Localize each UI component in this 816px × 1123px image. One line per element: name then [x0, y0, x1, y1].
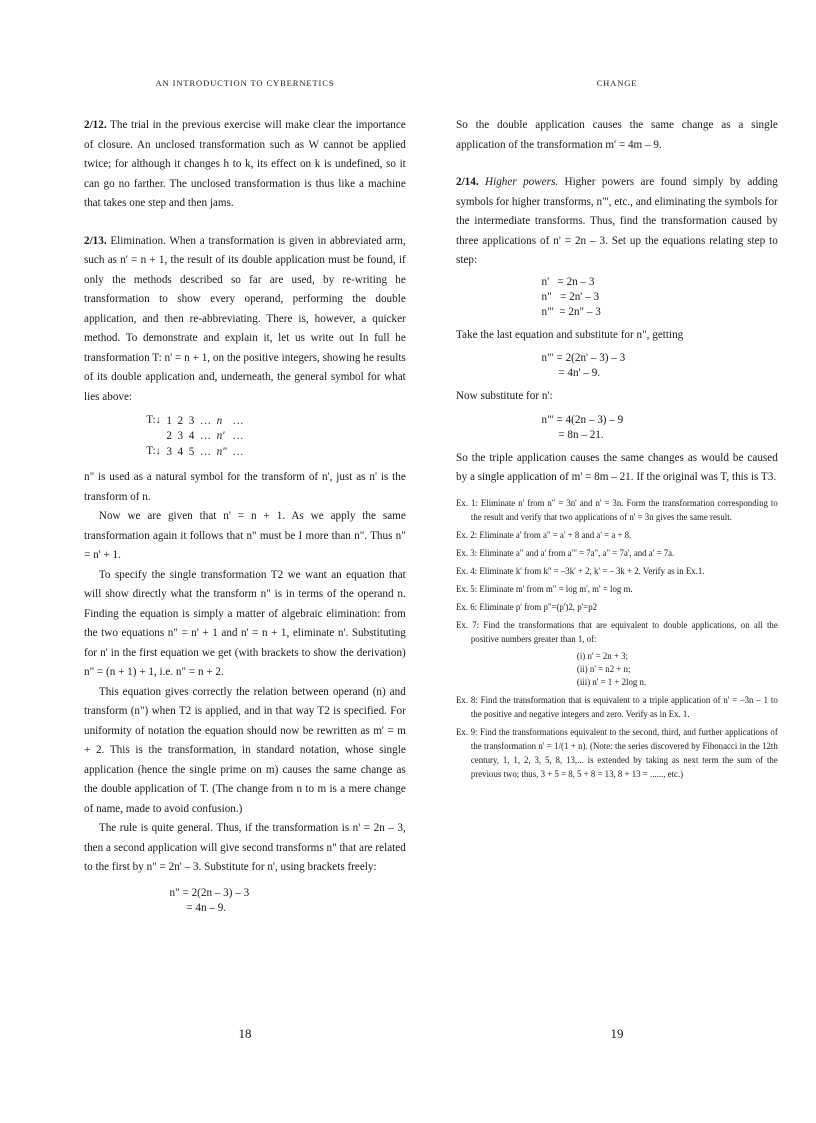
table-cell: …: [199, 428, 212, 442]
equation-line: = 4n' – 9.: [558, 365, 601, 379]
table-cell: …: [232, 428, 244, 442]
exercise-6: Ex. 6: Eliminate p' from p"=(p')2, p'=p2: [456, 602, 598, 613]
down-arrow-icon: ↓: [155, 445, 161, 457]
left-body: [84, 115, 406, 921]
t-label-1: T:↓: [146, 412, 161, 426]
paragraph-triple: So the triple application causes the same changes as would be caused by a single application of m' = 8m – 21. If the original was T, this is T3.: [456, 449, 778, 483]
transform-table: [144, 412, 247, 459]
section-2-13: [84, 231, 406, 407]
table-cell: n': [216, 428, 225, 442]
equation-line: n" = 2(2n – 3) – 3: [169, 884, 250, 899]
paragraph-double-application: So the double application causes the same change as a single application of the transformation m' = 4m – 9.: [456, 117, 778, 151]
paragraph-rule: The rule is quite general. Thus, if the transformation is n' = 2n – 3, then a second application will give second transforms n" that are related to the first by n" = 2n' – 3. Substitute for n', using brackets freely:: [84, 820, 406, 873]
exercise-4: Ex. 4: Eliminate k' from k" = –3k' + 2, k' = – 3k + 2. Verify as in Ex.1.: [456, 566, 705, 577]
exercise-1: Ex. 1: Eliminate n' from n" = 3n' and n' = 3n. Form the transformation corresponding to the result and verify that two applications of n' = 3n gives the same result.: [456, 498, 778, 523]
table-cell: 1: [166, 412, 172, 427]
equation-line: = 8n – 21.: [558, 426, 604, 441]
right-body: [456, 115, 778, 782]
equation-line: n' = 2n – 3: [541, 273, 595, 288]
section-2-14-label: 2/14.: [456, 174, 479, 188]
section-2-12-text: The trial in the previous exercise will make clear the importance of closure. An unclosed transformation such as W cannot be applied twice; for although it changes h to k, its effect on k is undefined, so it can go no farther. The unclosed transformation is thus like a machine that takes one step and then jams.: [84, 117, 406, 209]
exercises: [456, 497, 778, 782]
exercise-5: Ex. 5: Eliminate m' from m" = log m', m' = log m.: [456, 584, 633, 595]
table-cell: …: [232, 443, 244, 458]
table-row: [144, 428, 247, 443]
equation-block: [542, 350, 778, 380]
paragraph-specify: To specify the single transformation T2 we want an equation that will show directly what the transform n" is in terms of the operand n. Finding the equation is simply a matter of algebraic elimination: from the two equations n" = n' + 1 and n' = n + 1, eliminate n'. Substituting for n' in the first equation we get (with brackets to show the derivation) n" = (n + 1) + 1, i.e. n" = n + 2.: [84, 566, 406, 678]
exercise-2: Ex. 2: Eliminate a' from a" = a' + 8 and a' = a + 8.: [456, 530, 632, 541]
right-page-number: 19: [610, 1026, 624, 1041]
exercise-9: Ex. 9: Find the transformations equivalent to the second, third, and further applications of the transformation n' = 1/(1 + n). (Note: the series discovered by Fibonacci in the 12th century, 1, 1, 2, 3, 5, 8, 13,... is extended by taking as next term the sum of the previous two; thus, 3 + 5 = 8, 5 + 8 = 13, 8 + 13 = ......, etc.): [456, 727, 778, 780]
t-label-2: T:↓: [146, 443, 161, 457]
section-2-14: [456, 172, 778, 270]
paragraph-take-last: Take the last equation and substitute for n", getting: [456, 326, 684, 341]
left-page-number: 18: [238, 1026, 252, 1041]
section-2-14-title: Higher powers.: [485, 174, 559, 188]
list-item: (ii) n' = n2 + n;: [576, 664, 631, 675]
equation-line: = 4n – 9.: [186, 899, 227, 914]
equation-block: [542, 274, 778, 319]
table-cell: n: [216, 412, 223, 427]
table-cell: 3: [166, 443, 172, 458]
equation-line: n" = 2n' – 3: [541, 288, 600, 303]
table-row: [144, 412, 247, 428]
exercise-7: Ex. 7: Find the transformations that are equivalent to double applications, on all the positive numbers greater than 1, of:: [456, 620, 778, 645]
equation-line: n"' = 2(2n' – 3) – 3: [541, 350, 626, 364]
table-cell: 4: [188, 428, 195, 442]
right-running-head: CHANGE: [596, 78, 638, 88]
paragraph-given: Now we are given that n' = n + 1. As we apply the same transformation again it follows that n" must be I more than n". Thus n" = n' + 1.: [84, 508, 406, 561]
section-2-14-text: Higher powers are found simply by adding symbols for higher transforms, n"', etc., and eliminating the symbols for the intermediate transforms. Thus, find the transformation caused by three applications of n' = 2n – 3. Set up the equations relating step to step:: [456, 174, 778, 266]
equation-line: n"' = 4(2n – 3) – 9: [541, 411, 624, 426]
paragraph-now-substitute: Now substitute for n':: [456, 388, 553, 402]
table-cell: 2: [166, 428, 172, 442]
exercise-8: Ex. 8: Find the transformation that is equivalent to a triple application of n' = –3n – 1 to the positive and negative integers and zero. Verify as in Ex. 1.: [456, 695, 778, 720]
equation-line: n"' = 2n" – 3: [541, 303, 601, 318]
section-2-12: [84, 115, 406, 213]
paragraph-n-double-prime: n" is used as a natural symbol for the transform of n', just as n' is the transform of n.: [84, 469, 406, 503]
section-2-13-text: Elimination. When a transformation is given in abbreviated arm, such as n' = n + 1, the result of its double application must be found, if only the methods described so far are used, by re-writing he transformation to show every operand, performing the double application, and then re-abbreviating. There is, however, a quicker method. To demonstrate and explain it, let us write out In full he transformation T: n' = n + 1, on the positive integers, showing he results of its double application and, underneath, the general symbol for what lies above:: [84, 232, 406, 403]
table-cell: n": [216, 443, 227, 458]
equation-block: [170, 885, 406, 915]
table-cell: 3: [188, 412, 195, 427]
list-item: (iii) n' = 1 + 2log n.: [576, 677, 647, 688]
table-row: [144, 443, 247, 459]
left-running-head: AN INTRODUCTION TO CYBERNETICS: [155, 78, 335, 88]
table-cell: 2: [177, 412, 184, 427]
down-arrow-icon: ↓: [155, 414, 161, 426]
table-cell: …: [232, 412, 244, 427]
table-cell: …: [199, 443, 212, 458]
equation-block: [542, 412, 778, 442]
section-2-12-label: 2/12.: [84, 117, 107, 131]
table-cell: …: [199, 412, 212, 427]
table-cell: 5: [188, 443, 195, 458]
table-cell: 3: [177, 428, 184, 442]
exercise-7-list: [577, 651, 778, 690]
list-item: (i) n' = 2n + 3;: [576, 651, 628, 662]
section-2-13-label: 2/13.: [84, 232, 107, 247]
paragraph-equation: This equation gives correctly the relation between operand (n) and transform (n") when T2 is applied, and in that way T2 is specified. For uniformity of notation the equation should now be rewritten as m' = m + 2. This is the transformation, in standard notation, whose single application (hence the single prime on m) causes the same change as the double application of T. (The change from n to m is a mere change of name, made to avoid confusion.): [84, 683, 406, 815]
table-cell: 4: [177, 443, 184, 458]
exercise-3: Ex. 3: Eliminate a" and a' from a"' = 7a", a" = 7a', and a' = 7a.: [456, 548, 675, 559]
